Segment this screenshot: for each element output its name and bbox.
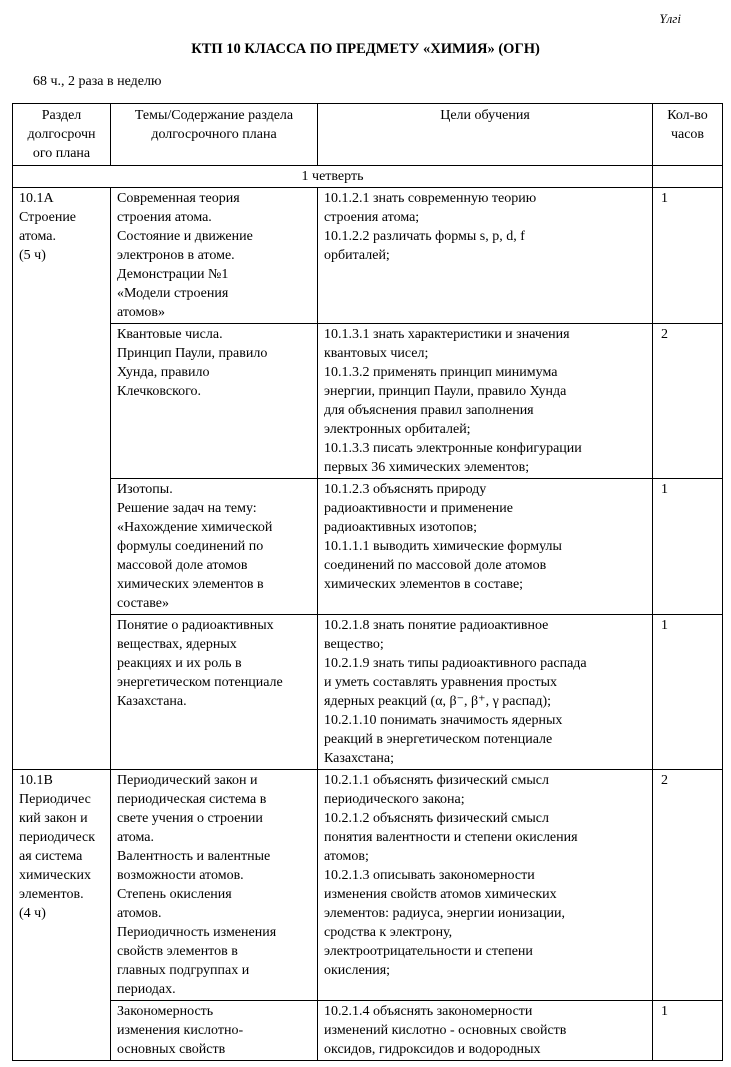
cell-line: окисления; [324, 963, 391, 978]
section-name-cell [13, 770, 111, 1061]
cell-line: радиоактивных изотопов; [324, 520, 477, 535]
cell-line: Периодичность изменения [117, 925, 277, 940]
cell-line: главных подгруппах и [117, 963, 250, 978]
topic-cell [111, 1001, 318, 1061]
cell-line: строения атома; [324, 210, 420, 225]
goals-cell [318, 188, 653, 324]
cell-line: составе» [117, 596, 170, 611]
cell-line: 10.1.3.3 писать электронные конфигурации [324, 441, 582, 456]
cell-line: 10.1.1.1 выводить химические формулы [324, 539, 562, 554]
cell-line: формулы соединений по [117, 539, 264, 554]
cell-line: атома. [117, 830, 154, 845]
cell-line: 10.1.3.1 знать характеристики и значения [324, 327, 570, 342]
cell-line: 10.2.1.10 понимать значимость ядерных [324, 713, 563, 728]
hours-cell: 1 [653, 479, 723, 615]
cell-line: Клечковского. [117, 384, 202, 399]
cell-line: Изотопы. [117, 482, 173, 497]
sample-label: Үлгі [659, 11, 681, 26]
cell-line: Закономерность [117, 1004, 214, 1019]
cell-line: атомов; [324, 849, 369, 864]
cell-line: свете учения о строении [117, 811, 263, 826]
table-row [13, 479, 723, 615]
cell-line: 10.2.1.4 объяснять закономерности [324, 1004, 533, 1019]
quarter-row [13, 166, 723, 188]
cell-line: 10.2.1.8 знать понятие радиоактивное [324, 618, 549, 633]
topic-cell [111, 615, 318, 770]
quarter-label: 1 четверть [13, 166, 653, 188]
cell-line: реакций в энергетическом потенциале [324, 732, 553, 747]
cell-line: сродства к электрону, [324, 925, 453, 940]
cell-line: электронных орбиталей; [324, 422, 471, 437]
cell-line: ая система [19, 849, 83, 864]
cell-line: веществах, ядерных [117, 637, 237, 652]
cell-line: 10.1.3.2 применять принцип минимума [324, 365, 558, 380]
header-section: Раздел долгосрочн ого плана [13, 104, 111, 166]
header-goals: Цели обучения [318, 104, 653, 166]
cell-line: изменений кислотно - основных свойств [324, 1023, 567, 1038]
cell-line: Демонстрации №1 [117, 267, 229, 282]
cell-line: химических элементов в составе; [324, 577, 524, 592]
cell-line: периодах. [117, 982, 176, 997]
hours-cell: 1 [653, 615, 723, 770]
cell-line: свойств элементов в [117, 944, 238, 959]
cell-line: реакциях и их роль в [117, 656, 242, 671]
cell-line: Понятие о радиоактивных [117, 618, 274, 633]
cell-line: 10.2.1.2 объяснять физический смысл [324, 811, 549, 826]
header-topics: Темы/Содержание раздела долгосрочного плана [111, 104, 318, 166]
cell-line: оксидов, гидроксидов и водородных [324, 1042, 541, 1057]
table-header-row [13, 104, 723, 166]
cell-line: Казахстана. [117, 694, 187, 709]
cell-line: элементов. [19, 887, 84, 902]
cell-line: Валентность и валентные [117, 849, 271, 864]
cell-line: элементов: радиуса, энергии ионизации, [324, 906, 566, 921]
cell-line: 10.1A [19, 191, 54, 206]
cell-line: изменения кислотно- [117, 1023, 244, 1038]
cell-line: 10.2.1.1 объяснять физический смысл [324, 773, 549, 788]
cell-line: Периодичес [19, 792, 91, 807]
cell-line: 10.1.2.3 объяснять природу [324, 482, 487, 497]
cell-line: энергии, принцип Паули, правило Хунда [324, 384, 567, 399]
cell-line: 10.1.2.1 знать современную теорию [324, 191, 537, 206]
hours-cell: 2 [653, 324, 723, 479]
cell-line: (5 ч) [19, 248, 46, 263]
cell-line: ядерных реакций (α, β⁻, β⁺, γ распад); [324, 694, 552, 709]
cell-line: Принцип Паули, правило [117, 346, 268, 361]
cell-line: химических элементов в [117, 577, 264, 592]
cell-line: массовой доле атомов [117, 558, 248, 573]
cell-line: «Модели строения [117, 286, 229, 301]
goals-cell [318, 770, 653, 1001]
cell-line: периодическ [19, 830, 96, 845]
cell-line: периодическая система в [117, 792, 267, 807]
plan-table [12, 103, 723, 1061]
cell-line: возможности атомов. [117, 868, 244, 883]
goals-cell [318, 479, 653, 615]
cell-line: «Нахождение химической [117, 520, 273, 535]
cell-line: атомов. [117, 906, 162, 921]
cell-line: Современная теория [117, 191, 240, 206]
goals-cell [318, 615, 653, 770]
cell-line: изменения свойств атомов химических [324, 887, 557, 902]
cell-line: и уметь составлять уравнения простых [324, 675, 558, 690]
topic-cell [111, 770, 318, 1001]
cell-line: Казахстана; [324, 751, 395, 766]
cell-line: соединений по массовой доле атомов [324, 558, 547, 573]
header-hours: Кол-во часов [653, 104, 723, 166]
section-name-cell [13, 188, 111, 770]
quarter-empty-cell [653, 166, 723, 188]
cell-line: кий закон и [19, 811, 88, 826]
topic-cell [111, 479, 318, 615]
cell-line: Решение задач на тему: [117, 501, 257, 516]
cell-line: квантовых чисел; [324, 346, 429, 361]
cell-line: 10.1B [19, 773, 53, 788]
cell-line: радиоактивности и применение [324, 501, 513, 516]
table-row [13, 615, 723, 770]
document-subtitle: 68 ч., 2 раза в неделю [33, 74, 162, 89]
cell-line: атомов» [117, 305, 165, 320]
cell-line: атома. [19, 229, 56, 244]
cell-line: 10.2.1.3 описывать закономерности [324, 868, 535, 883]
table-row [13, 1001, 723, 1061]
cell-line: Состояние и движение [117, 229, 253, 244]
table-row [13, 324, 723, 479]
cell-line: Хунда, правило [117, 365, 210, 380]
document-title: КТП 10 КЛАССА ПО ПРЕДМЕТУ «ХИМИЯ» (ОГН) [191, 41, 540, 57]
cell-line: вещество; [324, 637, 384, 652]
cell-line: Периодический закон и [117, 773, 258, 788]
cell-line: Степень окисления [117, 887, 232, 902]
cell-line: 10.2.1.9 знать типы радиоактивного распада [324, 656, 587, 671]
cell-line: понятия валентности и степени окисления [324, 830, 578, 845]
cell-line: химических [19, 868, 91, 883]
topic-cell [111, 324, 318, 479]
cell-line: Квантовые числа. [117, 327, 223, 342]
table-row [13, 188, 723, 324]
hours-cell: 2 [653, 770, 723, 1001]
cell-line: орбиталей; [324, 248, 390, 263]
topic-cell [111, 188, 318, 324]
cell-line: Строение [19, 210, 77, 225]
goals-cell [318, 1001, 653, 1061]
cell-line: электронов в атоме. [117, 248, 235, 263]
table-row [13, 770, 723, 1001]
cell-line: первых 36 химических элементов; [324, 460, 530, 475]
cell-line: для объяснения правил заполнения [324, 403, 534, 418]
hours-cell: 1 [653, 1001, 723, 1061]
cell-line: 10.1.2.2 различать формы s, p, d, f [324, 229, 525, 244]
cell-line: периодического закона; [324, 792, 465, 807]
cell-line: основных свойств [117, 1042, 226, 1057]
cell-line: электроотрицательности и степени [324, 944, 533, 959]
cell-line: энергетическом потенциале [117, 675, 283, 690]
goals-cell [318, 324, 653, 479]
cell-line: строения атома. [117, 210, 212, 225]
hours-cell: 1 [653, 188, 723, 324]
cell-line: (4 ч) [19, 906, 46, 921]
